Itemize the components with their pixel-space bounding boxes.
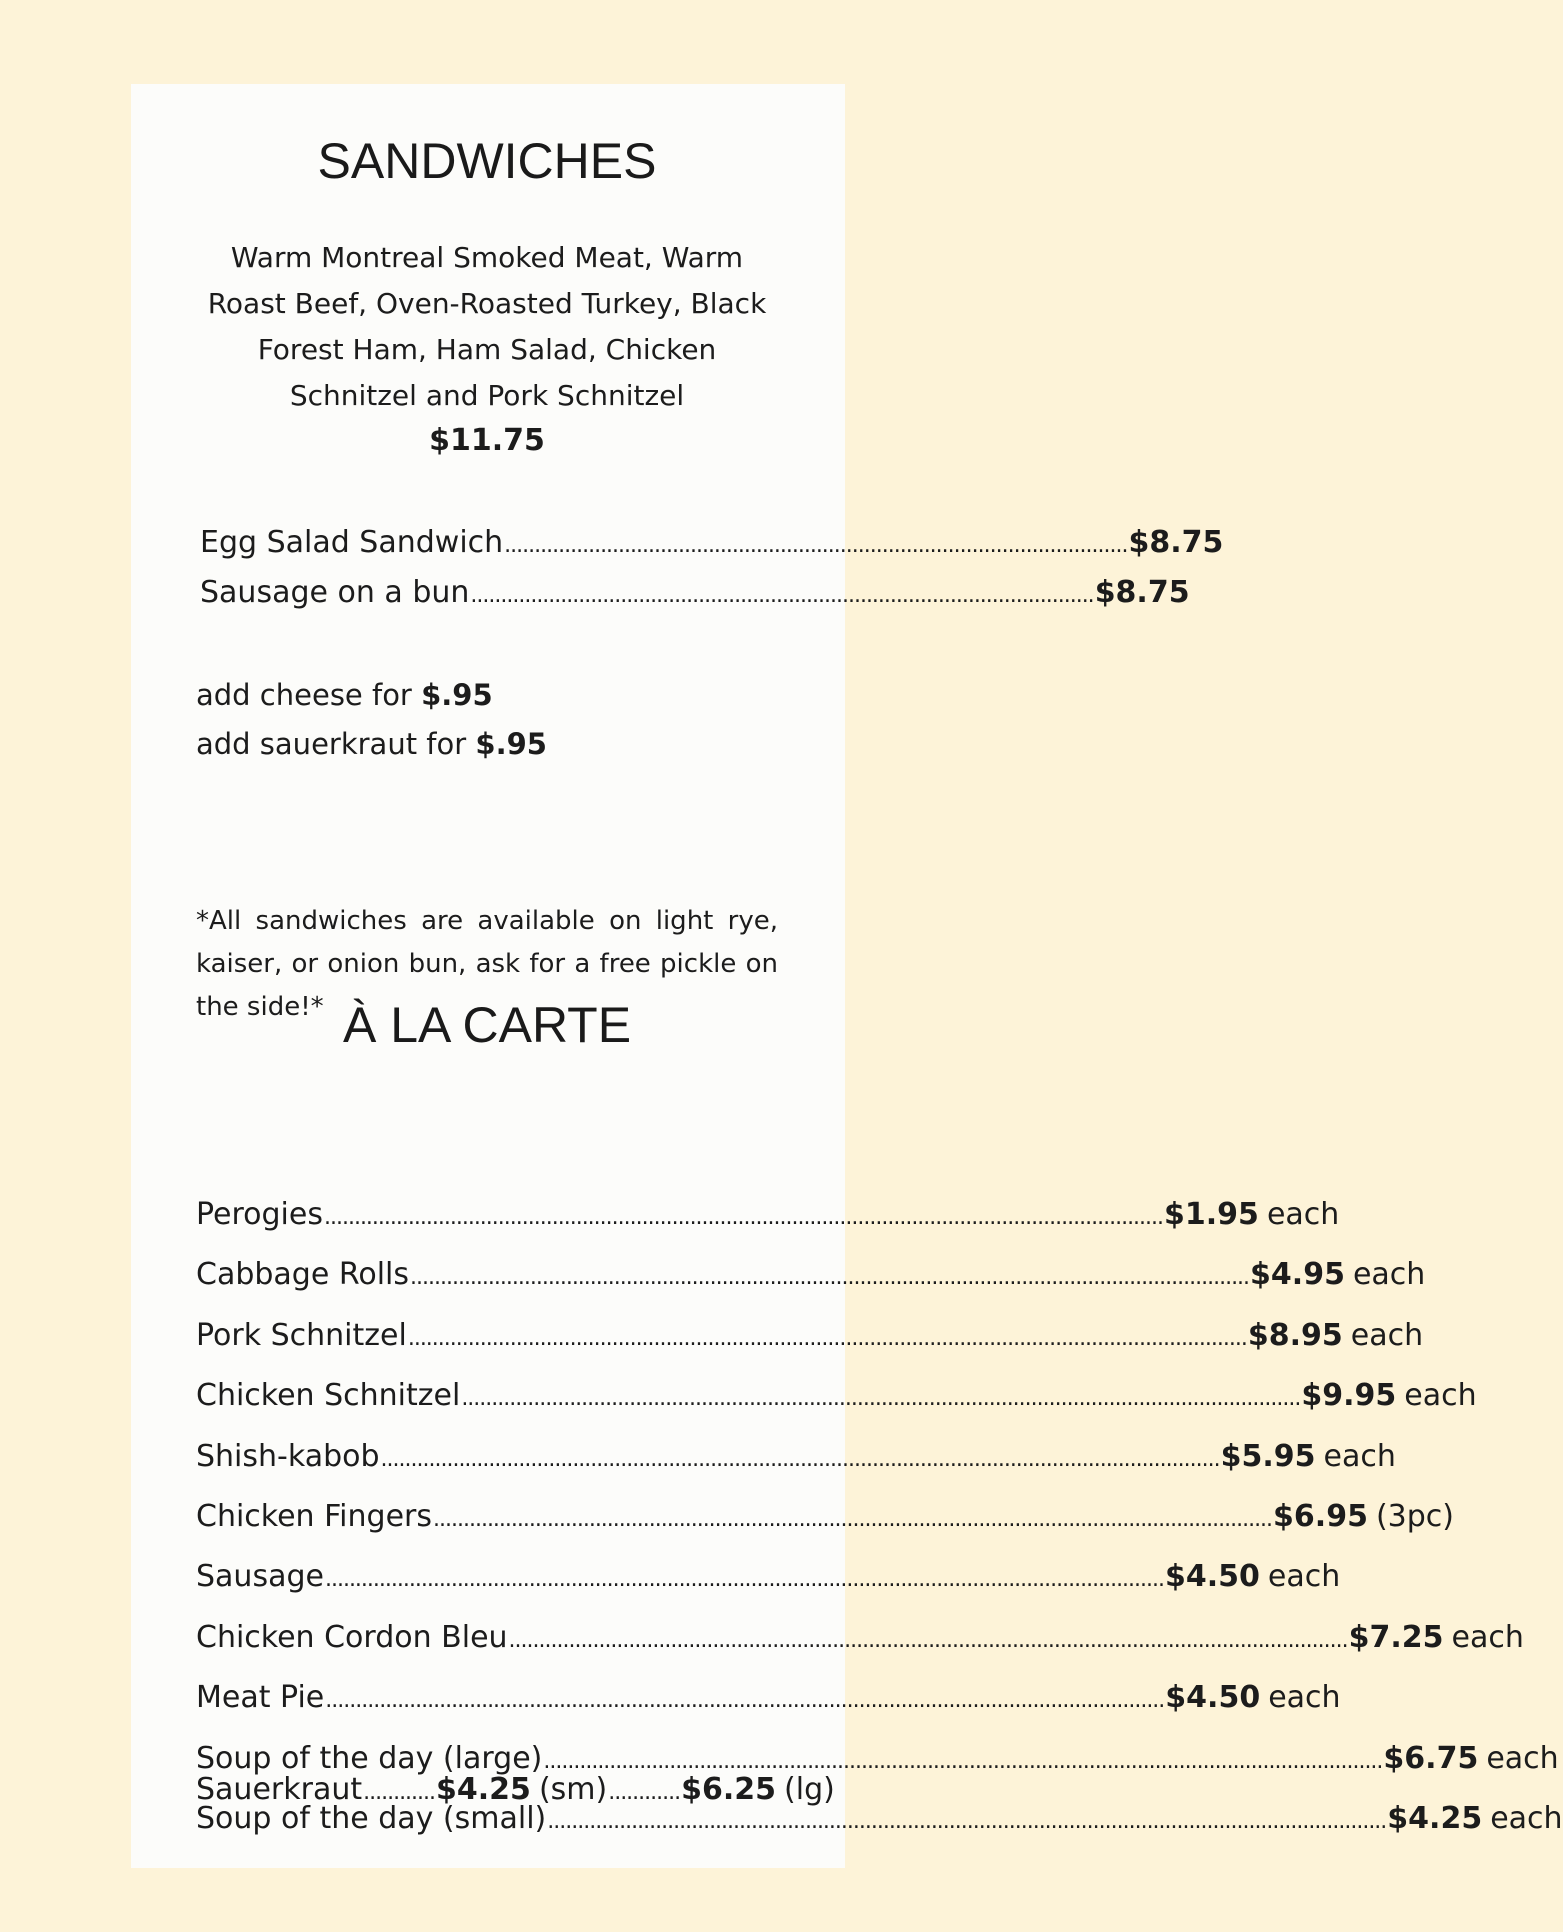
leader-dots: ............................................................................................................................................ <box>323 1205 1164 1230</box>
menu-item-price: $8.95 <box>1247 1317 1343 1353</box>
leader-dots: ............................................................................................................................................ <box>325 1688 1165 1714</box>
bread-note: *All sandwiches are available on light rye, kaiser, or onion bun, ask for a free pickle on the side!* <box>196 906 778 1022</box>
leader-dots: ........................................................................................................ <box>470 583 1094 608</box>
menu-item <box>196 1497 1454 1540</box>
menu-item-name: Pork Schnitzel <box>196 1317 407 1353</box>
a-la-carte-heading: À LA CARTE <box>342 997 632 1053</box>
menu-item-unit: each <box>1352 1257 1426 1293</box>
menu-item-price: $6.75 <box>1383 1740 1479 1776</box>
menu-item-unit: each <box>1323 1438 1396 1474</box>
menu-item-unit: each <box>1268 1680 1341 1716</box>
menu-item-price: $4.50 <box>1165 1680 1261 1716</box>
size-large: (lg) <box>784 1772 835 1807</box>
menu-item-price: $8.75 <box>1128 525 1224 560</box>
menu-item-price: $4.95 <box>1250 1257 1345 1293</box>
menu-item-name: Sauerkraut <box>196 1772 363 1807</box>
menu-item-name: Soup of the day (large) <box>196 1740 543 1776</box>
addon-sauerkraut <box>196 724 547 764</box>
menu-item-unit: each <box>1267 1559 1341 1595</box>
menu-item <box>196 1437 1396 1480</box>
addon-price: $.95 <box>421 678 493 712</box>
menu-item-unit: each <box>1451 1619 1524 1655</box>
menu-item-name: Shish-kabob <box>196 1438 380 1474</box>
size-small: (sm) <box>538 1772 608 1807</box>
menu-item <box>196 1316 1424 1359</box>
leader-dots: ............................................................................................................................................ <box>461 1386 1301 1412</box>
menu-content <box>196 84 1563 1868</box>
menu-item-name: Chicken Cordon Bleu <box>196 1619 508 1655</box>
leader-dots: ............................................................................................................................................ <box>433 1507 1273 1532</box>
menu-item-name: Chicken Schnitzel <box>196 1378 461 1414</box>
menu-item <box>196 1557 1341 1600</box>
leader-dots: ............ <box>608 1780 681 1805</box>
leader-dots: ............................................................................................................................................ <box>543 1748 1383 1774</box>
addon-text: add sauerkraut for <box>196 727 476 761</box>
menu-item-price: $1.95 <box>1164 1197 1259 1232</box>
leader-dots: ............ <box>363 1780 436 1805</box>
menu-item <box>196 1376 1477 1419</box>
menu-item-price: $8.75 <box>1094 575 1190 610</box>
menu-item-price: $4.25 <box>1387 1801 1483 1836</box>
menu-item-unit: each <box>1404 1378 1477 1414</box>
addon-price: $.95 <box>475 727 547 761</box>
menu-item <box>196 1255 1426 1298</box>
menu-item-price: $4.50 <box>1165 1559 1260 1595</box>
menu-item-price: $6.95 <box>1273 1499 1368 1534</box>
sandwiches-heading: SANDWICHES <box>317 133 657 189</box>
leader-dots: ............................................................................................................................................ <box>508 1627 1348 1653</box>
menu-item-name: Perogies <box>196 1197 323 1232</box>
leader-dots: ............................................................................................................................................ <box>407 1325 1247 1351</box>
menu-item-price: $9.95 <box>1301 1378 1397 1414</box>
menu-item-price-large: $6.25 <box>681 1772 777 1807</box>
menu-item-name: Sausage <box>196 1559 324 1595</box>
sauerkraut-row <box>196 1770 835 1813</box>
menu-item <box>196 1678 1341 1721</box>
leader-dots: ............................................................................................................................................ <box>547 1809 1387 1834</box>
addon-text: add cheese for <box>196 678 422 712</box>
menu-item-unit: each <box>1486 1740 1559 1776</box>
leader-dots: ............................................................................................................................................ <box>410 1265 1250 1291</box>
menu-item-unit: each <box>1490 1801 1563 1836</box>
leader-dots: ............................................................................................................................................ <box>324 1567 1165 1593</box>
menu-item-name: Meat Pie <box>196 1680 325 1716</box>
menu-item <box>200 523 1224 566</box>
menu-item-unit: each <box>1266 1197 1340 1232</box>
menu-card <box>131 84 1563 1868</box>
menu-item-price: $5.95 <box>1220 1438 1316 1474</box>
leader-dots: ............................................................................................................................................ <box>380 1446 1220 1472</box>
menu-item-price-small: $4.25 <box>436 1772 531 1807</box>
menu-item-price: $7.25 <box>1348 1619 1444 1655</box>
menu-item <box>196 1618 1524 1661</box>
menu-item-unit: each <box>1350 1317 1424 1353</box>
menu-item-name: Cabbage Rolls <box>196 1257 409 1293</box>
menu-item-name: Egg Salad Sandwich <box>200 525 504 560</box>
menu-item-unit: (3pc) <box>1375 1499 1454 1534</box>
menu-item <box>196 1195 1340 1238</box>
menu-item-name: Sausage on a bun <box>200 575 470 610</box>
sandwiches-price: $11.75 <box>429 423 545 458</box>
leader-dots: ........................................................................................................ <box>504 533 1128 558</box>
menu-item-name: Soup of the day (small) <box>196 1801 547 1836</box>
addon-cheese <box>196 675 493 715</box>
menu-item-name: Chicken Fingers <box>196 1499 432 1534</box>
menu-item <box>200 573 1190 616</box>
sandwiches-description: Warm Montreal Smoked Meat, Warm Roast Beef, Oven-Roasted Turkey, Black Forest Ham, Ham Salad, Chicken Schnitzel and Pork Schnitzel <box>207 241 767 412</box>
